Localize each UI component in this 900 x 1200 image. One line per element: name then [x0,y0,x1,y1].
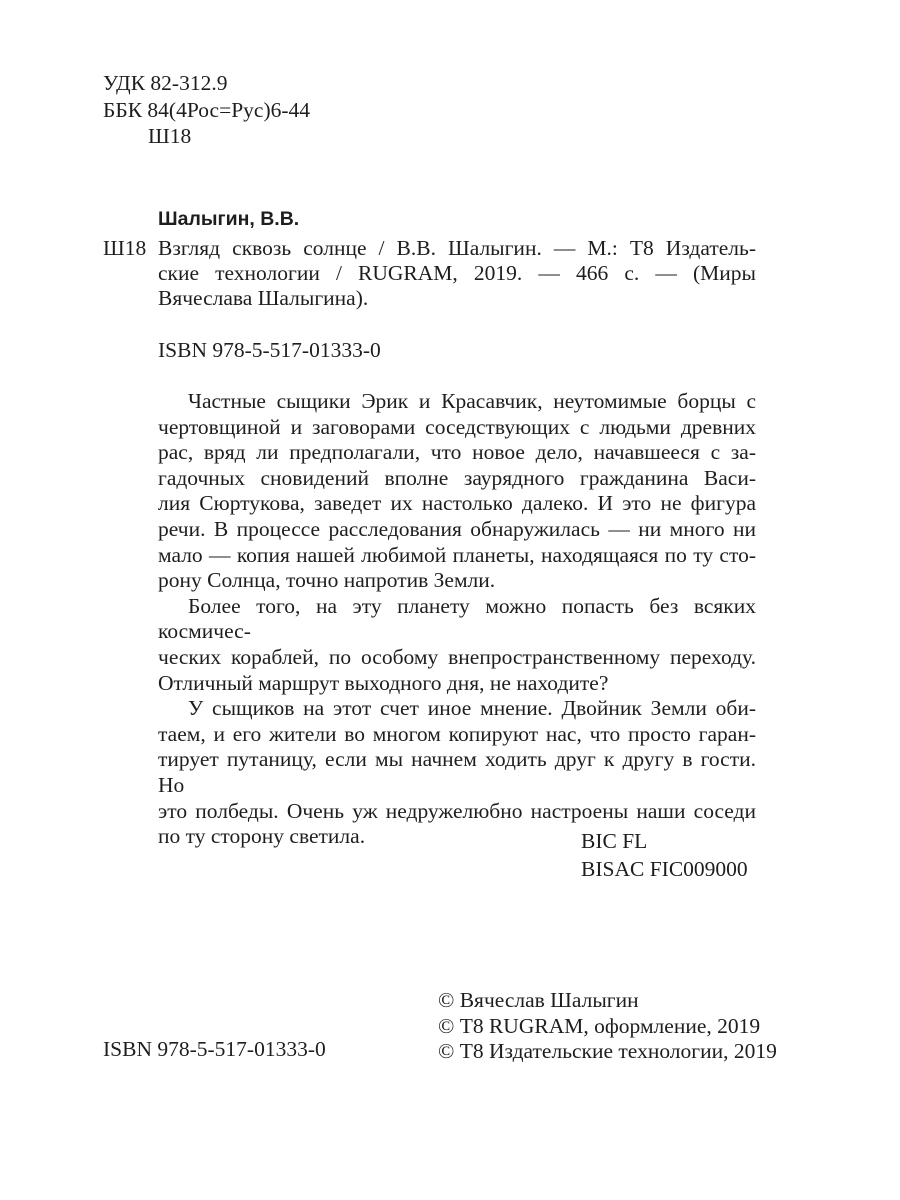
side-author-mark: Ш18 [103,236,147,260]
copyright-block [438,988,777,1065]
annotation-line: тирует путаницу, если мы начнем ходить друг к другу в гости. Но [158,747,756,797]
annotation-line: Отличный маршрут выходного дня, не находите? [158,670,609,695]
subject-codes [581,827,748,883]
biblio-line: ские технологии / RUGRAM, 2019. — 466 с. — (Миры [158,261,756,285]
annotation-line: мало — копия нашей любимой планеты, находящаяся по ту сто- [158,542,756,567]
biblio-line: Вячеслава Шалыгина). [158,286,369,310]
isbn: ISBN 978-5-517-01333-0 [158,338,381,362]
annotation-line: по ту сторону светила. [158,824,366,849]
annotation-line: Более того, на эту планету можно попасть без всяких космичес- [158,593,756,644]
annotation-line: это полбеды. Очень уж недружелюбно настроены наши соседи [158,798,756,823]
annotation-line: речи. В процессе расследования обнаружилась — ни много ни [158,516,756,541]
annotation [158,389,756,850]
classification-block [103,70,310,150]
copyright-line: © Т8 RUGRAM, оформление, 2019 [438,1013,761,1038]
copyright-line: © Т8 Издательские технологии, 2019 [438,1039,777,1064]
bic-code: BIC FL [581,829,648,853]
annotation-line: рас, вряд ли предполагали, что новое дело, начавшееся с за- [158,440,756,465]
bibliographic-description [158,236,756,311]
annotation-line: У сыщиков на этот счет иное мнение. Двойник Земли оби- [188,696,756,721]
author-mark: Ш18 [148,124,192,148]
copyright-line: © Вячеслав Шалыгин [438,988,639,1012]
bisac-code: BISAC FIC009000 [581,857,748,881]
footer-isbn: ISBN 978-5-517-01333-0 [103,1037,326,1061]
bbk-code: ББК 84(4Рос=Рус)6-44 [103,97,311,122]
annotation-line: гадочных сновидений вполне заурядного гражданина Васи- [158,465,756,490]
udk-code: УДК 82-312.9 [103,71,228,95]
annotation-line: рону Солнца, точно напротив Земли. [158,568,496,593]
biblio-line: Взгляд сквозь солнце / В.В. Шалыгин. — М.: Т8 Издатель- [158,236,756,260]
annotation-line: Частные сыщики Эрик и Красавчик, неутомимые борцы с [188,389,756,413]
annotation-line: чертовщиной и заговорами соседствующих с людьми древних [158,414,756,439]
author-heading: Шалыгин, В.В. [158,208,300,230]
annotation-line: лия Сюртукова, заведет их настолько далеко. И это не фигура [158,491,756,516]
annotation-line: таем, и его жители во многом копируют нас, что просто гаран- [158,721,756,746]
annotation-line: ческих кораблей, по особому внепространственному переходу. [158,644,756,669]
